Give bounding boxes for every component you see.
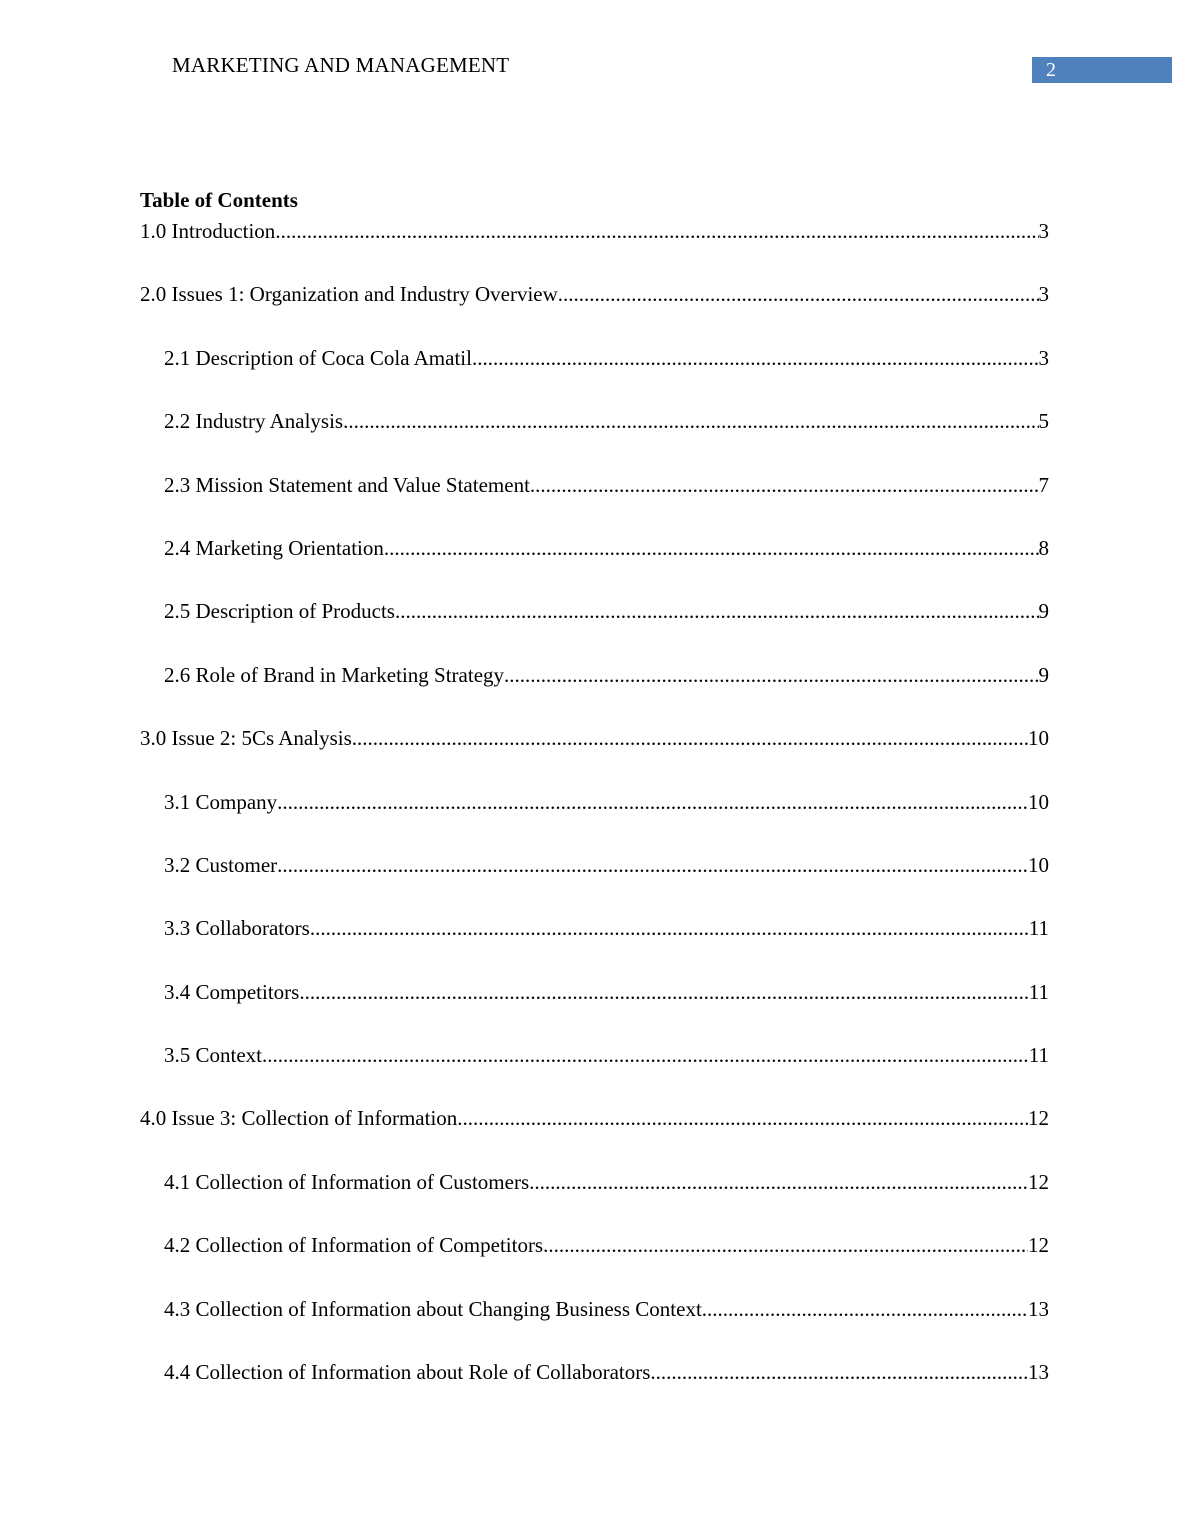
toc-entry-label[interactable]: 2.1 Description of Coca Cola Amatil: [164, 345, 472, 370]
toc-entry[interactable]: [140, 1168, 1049, 1231]
toc-entry-page[interactable]: 3: [1038, 345, 1049, 370]
toc-entry-label[interactable]: 4.1 Collection of Information of Customers: [164, 1169, 530, 1194]
toc-entry-page[interactable]: 13: [1028, 1296, 1049, 1321]
page-number-badge: [1032, 57, 1172, 83]
toc-entry-label[interactable]: 4.2 Collection of Information of Competitors: [164, 1233, 544, 1258]
toc-entry[interactable]: [140, 597, 1049, 660]
toc-list: [140, 217, 1049, 1421]
toc-entry[interactable]: [140, 788, 1049, 851]
toc-dot-leader: [275, 217, 1038, 245]
toc-entry-label[interactable]: 4.4 Collection of Information about Role of Collaborators: [164, 1360, 651, 1385]
toc-dot-leader: [352, 724, 1028, 752]
toc-entry[interactable]: [140, 471, 1049, 534]
toc-dot-leader: [384, 534, 1039, 562]
toc-entry-page[interactable]: 12: [1028, 1233, 1049, 1258]
toc-entry-label[interactable]: 4.0 Issue 3: Collection of Information: [140, 1106, 458, 1131]
toc-entry-label[interactable]: 2.5 Description of Products: [164, 599, 395, 624]
toc-entry[interactable]: [140, 407, 1049, 470]
toc-entry[interactable]: [140, 1295, 1049, 1358]
toc-entry-page[interactable]: 12: [1028, 1169, 1049, 1194]
toc-dot-leader: [530, 471, 1039, 499]
toc-entry[interactable]: [140, 280, 1049, 343]
toc-entry-page[interactable]: 3: [1038, 282, 1049, 307]
toc-entry-page[interactable]: 8: [1038, 535, 1049, 560]
toc-entry-page[interactable]: 13: [1028, 1360, 1049, 1385]
toc-entry-label[interactable]: 2.3 Mission Statement and Value Statement: [164, 472, 530, 497]
toc-entry[interactable]: [140, 217, 1049, 280]
toc-dot-leader: [529, 1168, 1028, 1196]
toc-dot-leader: [472, 344, 1039, 372]
toc-dot-leader: [310, 914, 1029, 942]
running-head: MARKETING AND MANAGEMENT: [172, 53, 510, 77]
toc-entry-page[interactable]: 12: [1028, 1106, 1049, 1131]
toc-dot-leader: [558, 280, 1039, 308]
toc-entry[interactable]: [140, 1358, 1049, 1421]
toc-dot-leader: [277, 851, 1028, 879]
toc-entry-label[interactable]: 3.4 Competitors: [164, 979, 300, 1004]
toc-entry-page[interactable]: 9: [1038, 662, 1049, 687]
toc-title: Table of Contents: [140, 188, 298, 212]
toc-entry-label[interactable]: 2.4 Marketing Orientation: [164, 535, 384, 560]
toc-entry[interactable]: [140, 978, 1049, 1041]
toc-entry-label[interactable]: 4.3 Collection of Information about Changing Business Context: [164, 1296, 702, 1321]
toc-entry-page[interactable]: 11: [1028, 916, 1049, 941]
toc-dot-leader: [277, 788, 1028, 816]
toc-entry-page[interactable]: 7: [1038, 472, 1049, 497]
toc-dot-leader: [299, 978, 1028, 1006]
toc-entry-page[interactable]: 3: [1038, 219, 1049, 243]
toc-entry[interactable]: [140, 661, 1049, 724]
toc-entry[interactable]: [140, 851, 1049, 914]
toc-entry-page[interactable]: 11: [1028, 979, 1049, 1004]
toc-entry[interactable]: [140, 534, 1049, 597]
toc-entry[interactable]: [140, 344, 1049, 407]
toc-dot-leader: [543, 1231, 1028, 1259]
toc-entry-page[interactable]: 5: [1038, 409, 1049, 434]
toc-entry[interactable]: [140, 914, 1049, 977]
toc-entry-label[interactable]: 3.2 Customer: [164, 852, 278, 877]
toc-dot-leader: [650, 1358, 1028, 1386]
toc-entry-label[interactable]: 3.1 Company: [164, 789, 278, 814]
toc-entry-page[interactable]: 9: [1038, 599, 1049, 624]
toc-entry-label[interactable]: 2.6 Role of Brand in Marketing Strategy: [164, 662, 505, 687]
toc-entry-page[interactable]: 11: [1028, 1043, 1049, 1068]
toc-dot-leader: [343, 407, 1038, 435]
toc-dot-leader: [457, 1104, 1028, 1132]
toc-entry-label[interactable]: 3.5 Context: [164, 1043, 262, 1068]
toc-dot-leader: [395, 597, 1039, 625]
toc-dot-leader: [702, 1295, 1028, 1323]
toc-entry-page[interactable]: 10: [1028, 789, 1049, 814]
toc-entry-label[interactable]: 3.0 Issue 2: 5Cs Analysis: [140, 726, 352, 751]
toc-entry[interactable]: [140, 1104, 1049, 1167]
toc-entry-label[interactable]: 1.0 Introduction: [140, 219, 276, 243]
toc-dot-leader: [262, 1041, 1029, 1069]
page-number: 2: [1046, 59, 1056, 81]
toc-entry[interactable]: [140, 1231, 1049, 1294]
toc-dot-leader: [504, 661, 1038, 689]
toc-entry-label[interactable]: 2.2 Industry Analysis: [164, 409, 344, 434]
toc-entry[interactable]: [140, 1041, 1049, 1104]
toc-entry-label[interactable]: 3.3 Collaborators: [164, 916, 310, 941]
toc-entry-page[interactable]: 10: [1028, 852, 1049, 877]
toc-entry[interactable]: [140, 724, 1049, 787]
toc-entry-page[interactable]: 10: [1028, 726, 1049, 751]
toc-entry-label[interactable]: 2.0 Issues 1: Organization and Industry Overview: [140, 282, 558, 307]
